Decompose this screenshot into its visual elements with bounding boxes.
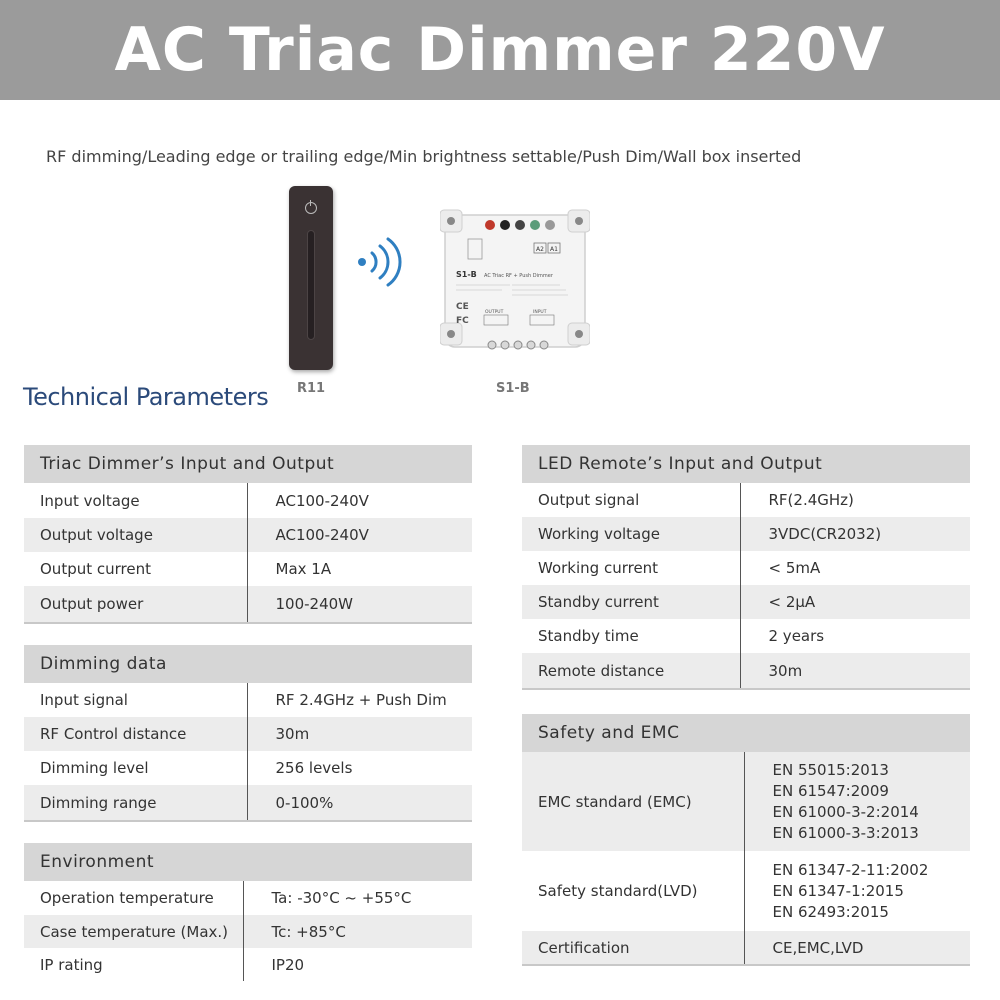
triac-io-table — [24, 445, 472, 624]
wireless-signal-icon — [352, 234, 408, 290]
row-value: 3VDC(CR2032) — [740, 517, 970, 551]
table-title: LED Remote’s Input and Output — [522, 445, 970, 483]
title-banner — [0, 0, 1000, 100]
lvd-standards — [744, 851, 970, 931]
row-label: Output current — [40, 560, 151, 578]
row-label: Certification — [522, 931, 744, 965]
row-label: Input signal — [40, 691, 128, 709]
row-value: AC100-240V — [247, 518, 472, 552]
module-model-label: S1-B — [456, 270, 477, 279]
terminal-a1-label: A1 — [550, 246, 558, 253]
remote-image — [289, 186, 333, 370]
row-value: CE,EMC,LVD — [744, 931, 970, 965]
row-label: Dimming level — [40, 759, 149, 777]
emc-standard-item: EN 55015:2013 — [772, 760, 889, 779]
row-label: Dimming range — [24, 785, 247, 821]
emc-standards — [744, 752, 970, 851]
row-label: Output power — [24, 586, 247, 623]
row-label: Working voltage — [522, 517, 740, 551]
row-value: 256 levels — [247, 751, 472, 785]
section-title: Technical Parameters — [23, 383, 269, 411]
lvd-standard-item: EN 61347-1:2015 — [772, 881, 904, 900]
emc-standard-item: EN 61547:2009 — [772, 781, 889, 800]
row-value: RF(2.4GHz) — [740, 483, 970, 517]
remote-caption: R11 — [297, 381, 326, 396]
row-label: Safety standard(LVD) — [538, 882, 698, 900]
row-label: Output voltage — [24, 518, 247, 552]
row-value: 30m — [740, 653, 970, 689]
module-output-label: OUTPUT — [485, 310, 504, 315]
row-value: Tc: +85°C — [243, 915, 472, 948]
module-caption: S1-B — [496, 381, 530, 396]
row-value: 0-100% — [247, 785, 472, 821]
terminal-a2-label: A2 — [536, 246, 544, 253]
touch-slider — [307, 230, 315, 340]
row-label: Output signal — [538, 491, 640, 509]
table-title: Environment — [24, 843, 472, 881]
row-label: EMC standard (EMC) — [522, 752, 744, 851]
row-label: Operation temperature — [40, 889, 214, 907]
page-title: AC Triac Dimmer 220V — [114, 15, 886, 85]
row-label: Case temperature (Max.) — [24, 915, 243, 948]
power-icon — [305, 202, 317, 214]
row-value: < 5mA — [740, 551, 970, 585]
feature-subtitle: RF dimming/Leading edge or trailing edge/Min brightness settable/Push Dim/Wall box inserted — [46, 147, 802, 166]
row-value: Ta: -30°C ~ +55°C — [243, 881, 472, 915]
row-value: 30m — [247, 717, 472, 751]
row-label: Remote distance — [522, 653, 740, 689]
row-value: IP20 — [243, 948, 472, 981]
remote-io-table — [522, 445, 970, 690]
row-label: RF Control distance — [24, 717, 247, 751]
table-title: Triac Dimmer’s Input and Output — [24, 445, 472, 483]
row-label: Standby current — [522, 585, 740, 619]
dimming-data-table — [24, 645, 472, 822]
table-title: Safety and EMC — [522, 714, 970, 752]
svg-text:FC: FC — [456, 316, 469, 326]
row-label: Input voltage — [40, 491, 140, 510]
row-label: IP rating — [40, 955, 103, 974]
safety-emc-table — [522, 714, 970, 966]
module-desc-label: AC Triac RF + Push Dimmer — [484, 273, 553, 279]
environment-table — [24, 843, 472, 981]
svg-text:CE: CE — [456, 302, 469, 312]
row-value: < 2μA — [740, 585, 970, 619]
lvd-standard-item: EN 61347-2-11:2002 — [772, 860, 929, 879]
row-value: Max 1A — [247, 552, 472, 586]
row-label: Working current — [538, 559, 659, 577]
row-value: 100-240W — [247, 586, 472, 623]
row-value: RF 2.4GHz + Push Dim — [247, 683, 472, 717]
lvd-standard-item: EN 62493:2015 — [772, 902, 889, 921]
row-value: AC100-240V — [247, 483, 472, 518]
row-label: Standby time — [538, 627, 639, 645]
emc-standard-item: EN 61000-3-3:2013 — [772, 823, 919, 842]
module-input-label: INPUT — [533, 310, 547, 315]
dimmer-module-image — [440, 205, 590, 360]
table-title: Dimming data — [24, 645, 472, 683]
row-value: 2 years — [740, 619, 970, 653]
emc-standard-item: EN 61000-3-2:2014 — [772, 802, 919, 821]
